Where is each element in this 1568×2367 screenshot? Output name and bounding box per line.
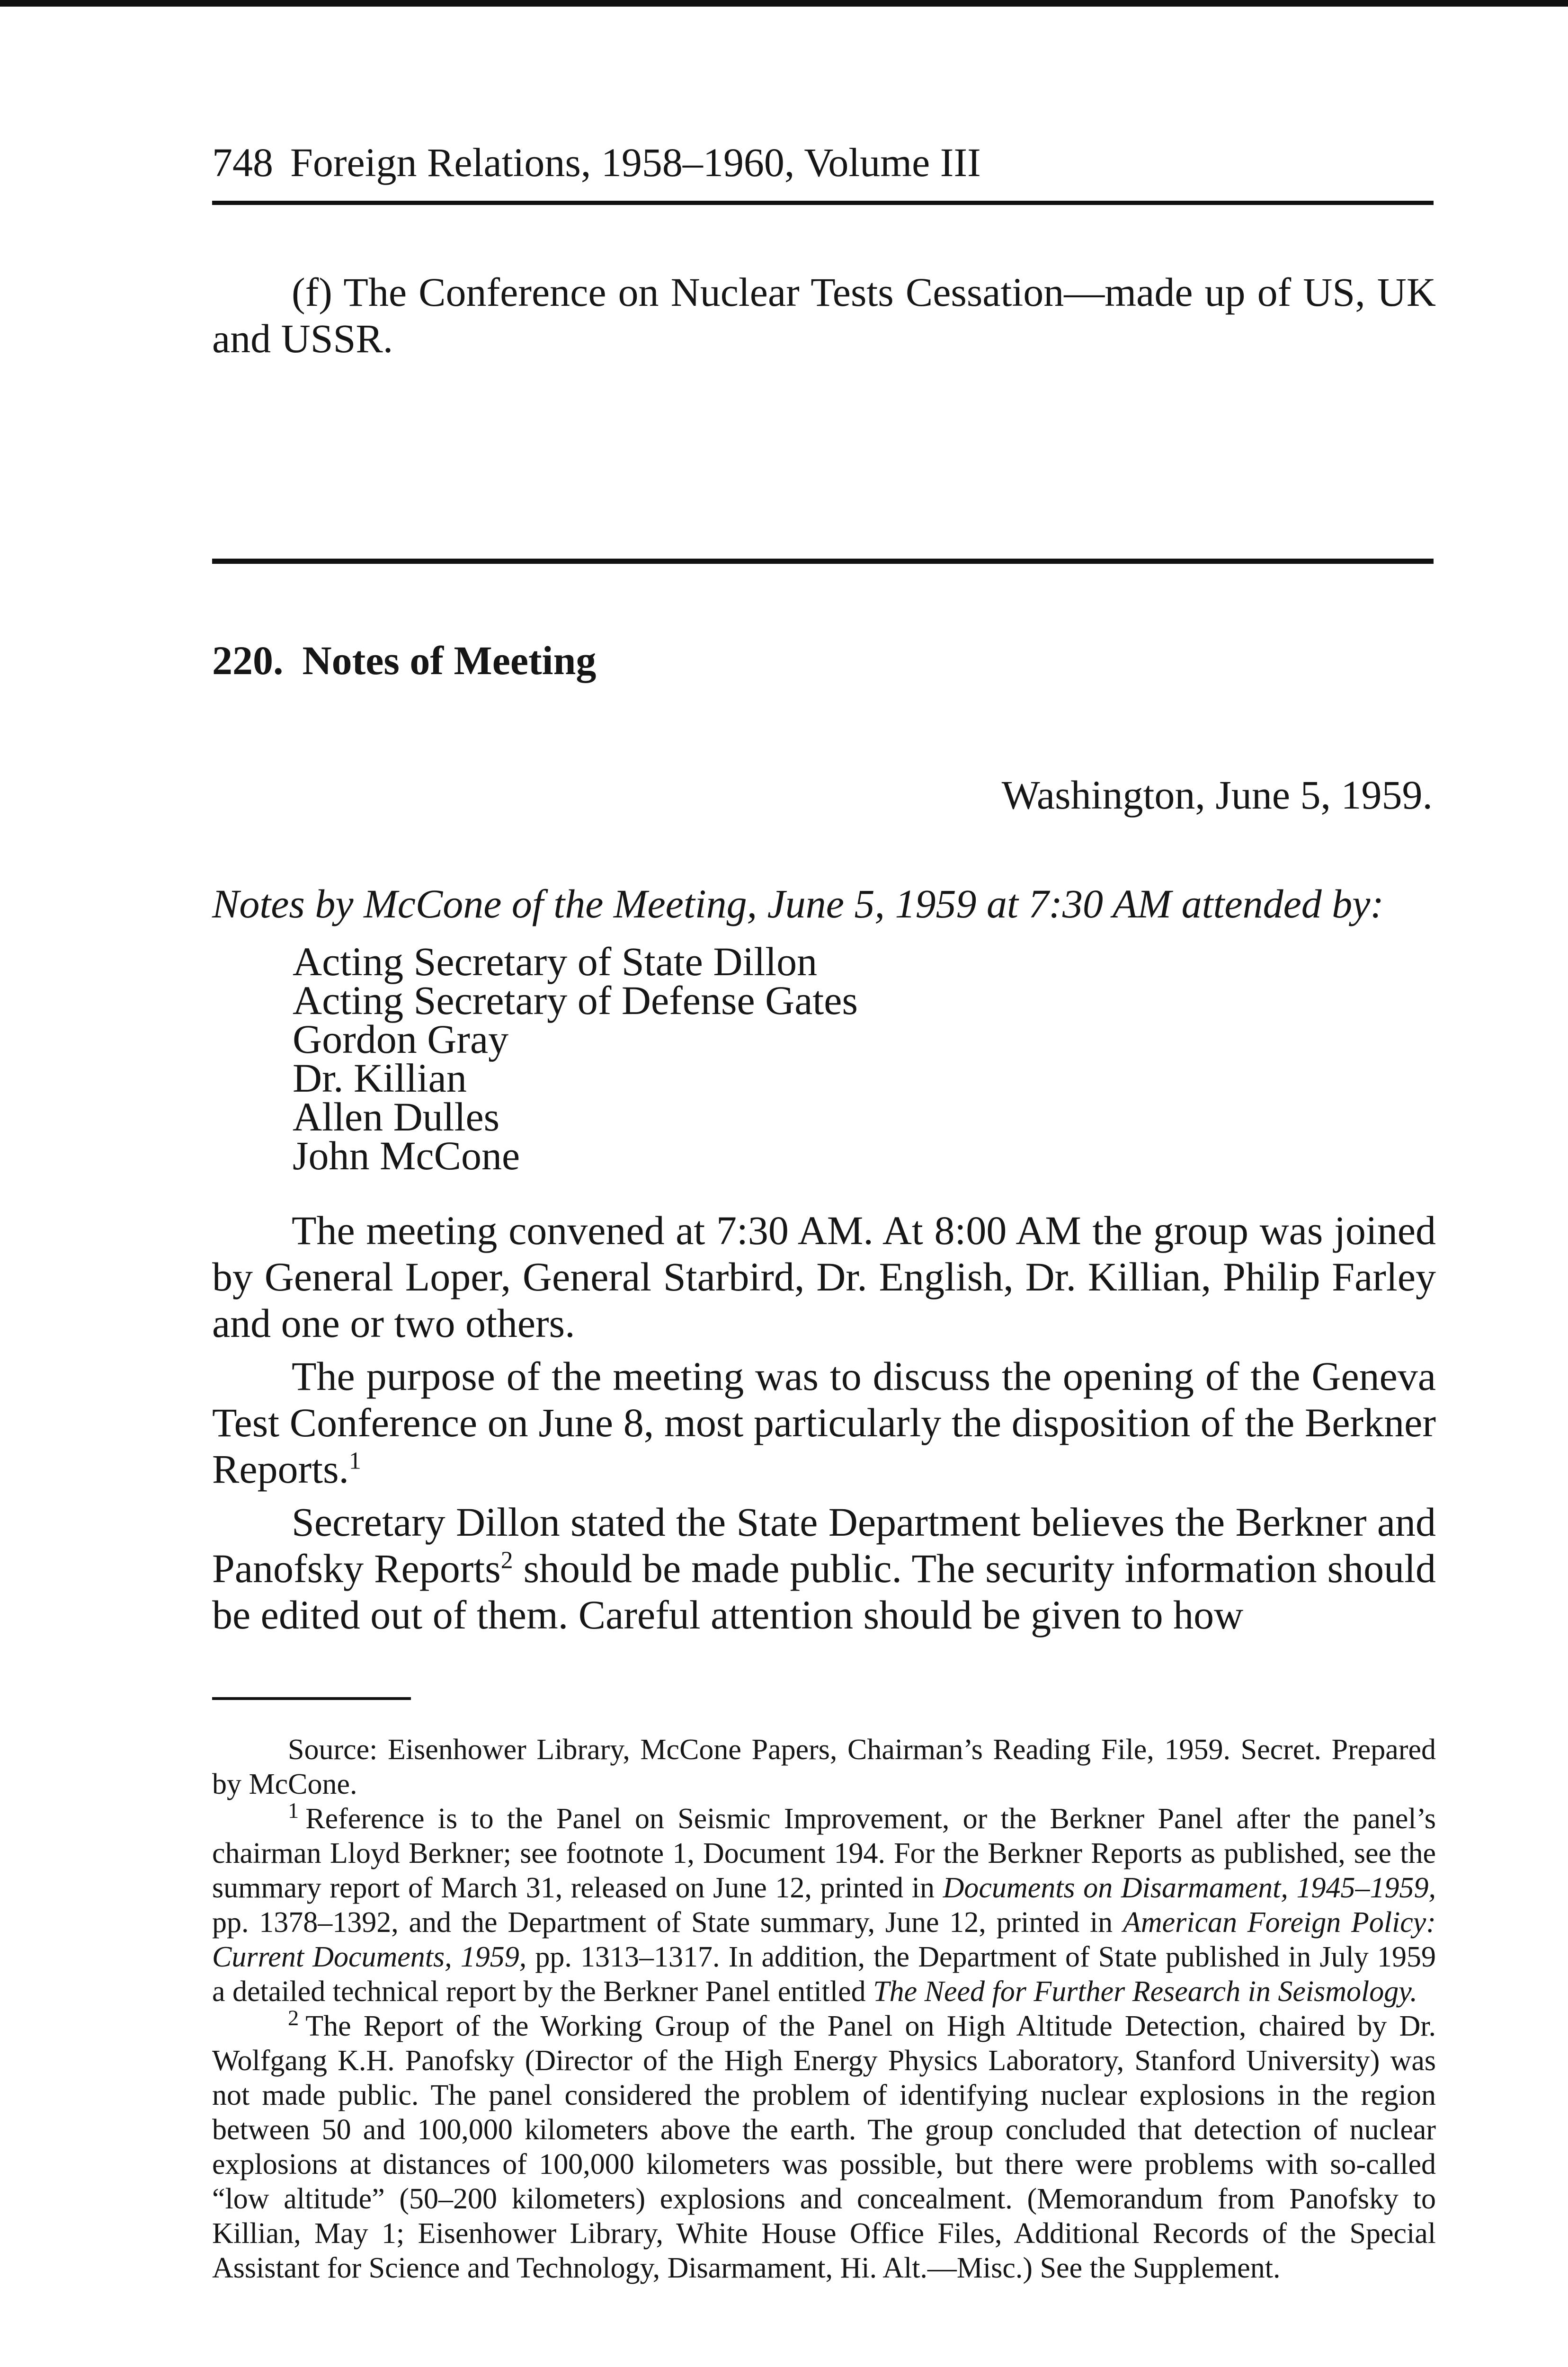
footnote-2-marker: 2: [288, 2006, 299, 2031]
body-paragraph-3-text-a: Secretary Dillon stated the State Department believes the Berkner and Panofsky Reports: [212, 1499, 1436, 1591]
attendee: Acting Secretary of Defense Gates: [293, 978, 858, 1023]
attendee-list: [293, 939, 858, 1178]
footnotes: [212, 1733, 1436, 2286]
body-paragraph-3-text-b: should be made public. The security information should be edited out of them. Careful attention should be given to how: [212, 1546, 1436, 1637]
carryover-paragraph: (f) The Conference on Nuclear Tests Cessation—made up of US, UK and USSR.: [212, 269, 1436, 361]
footnote-1-text: pp. 1378–1392, and the Department of State summary, June 12, printed in: [212, 1906, 1123, 1939]
attendee: Dr. Killian: [293, 1055, 467, 1101]
attendance-intro: Notes by McCone of the Meeting, June 5, 1959 at 7:30 AM attended by:: [212, 881, 1384, 926]
dateline: Washington, June 5, 1959.: [1001, 772, 1433, 818]
footnote-2-text: The Report of the Working Group of the Panel on High Altitude Detection, chaired by Dr. Wolfgang K.H. Panofsky (Director of the High Energy Physics Laboratory, Stanford University) was not made public. The panel considered the problem of identifying nuclear explosions in the region between 50 and 100,000 kilometers above the earth. The group concluded that detection of nuclear explosions at distances of 100,000 kilometers was possible, but there were problems with so-called “low altitude” (50–200 kilometers) explosions and concealment. (Memorandum from Panofsky to Killian, May 1; Eisenhower Library, White House Office Files, Additional Records of the Special Assistant for Science and Technology, Disarmament, Hi. Alt.—Misc.) See the Supplement.: [212, 2010, 1436, 2284]
body-paragraph-2: [212, 1353, 1436, 1492]
document-title: Notes of Meeting: [302, 638, 597, 683]
footnote-1-citation: The Need for Further Research in Seismology.: [873, 1975, 1417, 2008]
footnote-ref-2[interactable]: 2: [500, 1547, 513, 1574]
footnote-1-text: Reference is to the Panel on Seismic Improvement, or the Berkner Panel after the panel’s chairman Lloyd Berkner; see footnote 1, Document 194. For the Berkner Reports as published, see the summary report of March 31, released on June 12, printed in: [212, 1803, 1436, 1904]
running-head: [212, 142, 981, 183]
volume-title: Foreign Relations, 1958–1960, Volume III: [290, 140, 981, 185]
footnote-ref-1[interactable]: 1: [349, 1447, 361, 1475]
attendee: Gordon Gray: [293, 1016, 509, 1062]
footnote-1-text: pp. 1313–1317. In addition, the Department of State published in July 1959 a detailed technical report by the Berkner Panel entitled: [212, 1941, 1436, 2008]
attendee: Allen Dulles: [293, 1094, 500, 1139]
footnote-1-citation: American Foreign Policy: Current Documents, 1959,: [212, 1906, 1436, 1973]
running-head-rule: [212, 201, 1434, 205]
document-number: 220.: [212, 638, 284, 683]
document-heading: [212, 640, 596, 681]
footnote-rule: [212, 1697, 411, 1700]
footnote-1: [212, 1799, 1436, 2009]
footnote-2: [212, 2006, 1436, 2286]
body-paragraph-2-text: The purpose of the meeting was to discuss the opening of the Geneva Test Conference on June 8, most particularly the disposition of the Berkner Reports.: [212, 1353, 1436, 1492]
section-divider-rule: [212, 559, 1434, 564]
source-note: Source: Eisenhower Library, McCone Papers, Chairman’s Reading File, 1959. Secret. Prepared by McCone.: [212, 1734, 1436, 1800]
page-top-border: [0, 0, 1568, 7]
footnote-1-citation: Documents on Disarmament, 1945–1959,: [943, 1872, 1436, 1904]
attendee: Acting Secretary of State Dillon: [293, 939, 818, 984]
attendee: John McCone: [293, 1133, 520, 1178]
page-number: 748: [212, 140, 273, 185]
body-paragraph-3: [212, 1499, 1436, 1638]
body-paragraph-1: The meeting convened at 7:30 AM. At 8:00 AM the group was joined by General Loper, General Starbird, Dr. English, Dr. Killian, Philip Farley and one or two others.: [212, 1208, 1436, 1346]
footnote-1-marker: 1: [288, 1799, 299, 1824]
